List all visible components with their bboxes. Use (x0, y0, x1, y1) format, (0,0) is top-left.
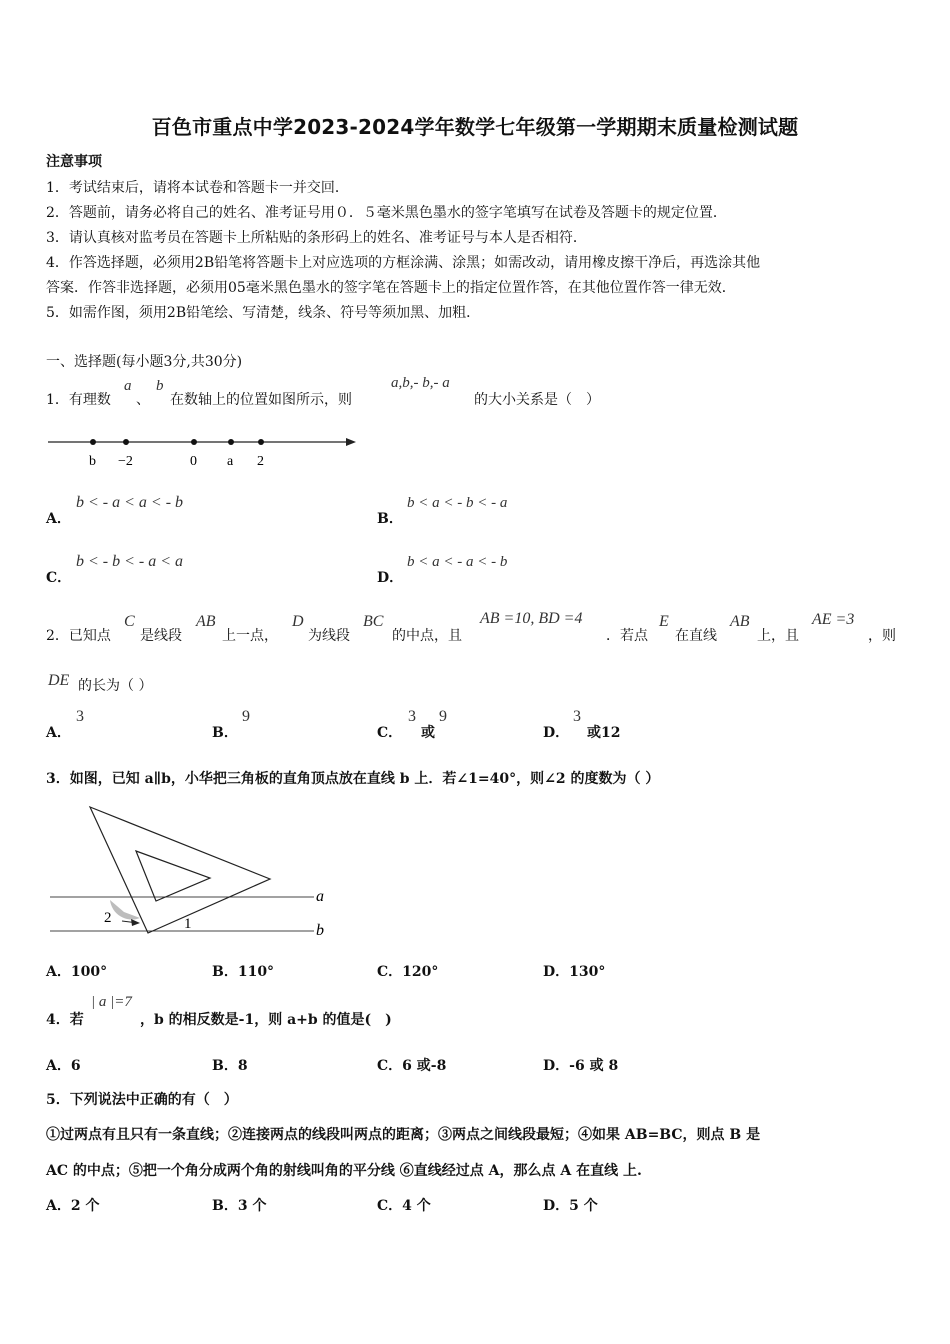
note-item: 答案．作答非选择题，必须用05毫米黑色墨水的签字笔在答题卡上的指定位置作答，在其他位置作答一律无效． (46, 280, 736, 296)
angle-2-arrowhead (131, 919, 140, 926)
q3-option-c[interactable]: C．120° (377, 964, 439, 980)
q2-option-b-letter[interactable]: B． (212, 725, 238, 741)
q3-option-b[interactable]: B．110° (212, 964, 275, 980)
q2-option-c-value-1: 3 (408, 708, 416, 725)
point-minus-2 (123, 439, 129, 445)
q1-option-b-letter[interactable]: B． (377, 511, 403, 527)
point-2 (258, 439, 264, 445)
q5-statements-line-1: ①过两点有且只有一条直线；②连接两点的线段叫两点的距离；③两点之间线段最短；④如果 AB=BC，则点 B 是 (46, 1127, 761, 1143)
q2-ae: AE =3 (812, 611, 855, 628)
q2-option-a-value: 3 (76, 708, 84, 725)
q4-option-d[interactable]: D．-6 或 8 (543, 1058, 619, 1074)
q1-option-d-expr: b < a < - a < - b (407, 554, 508, 570)
axis-label-minus-2: −2 (118, 454, 133, 469)
triangle-ruler-outer (90, 807, 270, 933)
q2-text-10: 的长为（ ） (78, 678, 153, 694)
q1-text-1: 1．有理数 (46, 392, 111, 408)
note-item: 5．如需作图，须用2B铅笔绘、写清楚，线条、符号等须加黑、加粗． (46, 305, 481, 321)
q2-text-1: 2．已知点 (46, 628, 111, 644)
number-line-arrow (346, 438, 356, 446)
q2-text-2: 是线段 (140, 628, 182, 644)
q2-var-e: E (659, 613, 669, 630)
axis-label-zero: 0 (190, 454, 197, 469)
q5-option-c[interactable]: C．4 个 (377, 1198, 431, 1214)
q1-var-b: b (156, 378, 164, 394)
q4-option-a[interactable]: A．6 (46, 1058, 81, 1074)
q2-text-3: 上一点， (222, 628, 278, 644)
q1-option-c-expr: b < - b < - a < a (76, 553, 184, 570)
q2-var-d: D (292, 613, 304, 630)
q4-text-2: ，b 的相反数是-1，则 a+b 的值是( ) (140, 1012, 392, 1028)
q1-text-4: 的大小关系是（ ） (474, 392, 600, 408)
label-angle-1: 1 (184, 916, 192, 932)
label-angle-2: 2 (104, 910, 112, 926)
q1-option-d-letter[interactable]: D． (377, 570, 404, 586)
q5-option-b[interactable]: B．3 个 (212, 1198, 267, 1214)
q1-option-c-letter[interactable]: C． (46, 570, 72, 586)
q5-text: 5．下列说法中正确的有（ ） (46, 1092, 238, 1108)
point-zero (191, 439, 197, 445)
q3-option-d[interactable]: D．130° (543, 964, 606, 980)
page-title: 百色市重点中学2023-2024学年数学七年级第一学期期末质量检测试题 (151, 115, 799, 139)
q2-text-8: 上，且 (757, 628, 799, 644)
q2-var-ab: AB (196, 613, 216, 630)
angle-2-shade (110, 900, 140, 920)
q2-option-c-value-2: 9 (439, 708, 447, 725)
q2-option-c-or: 或 (421, 725, 435, 741)
q2-condition: AB =10, BD =4 (480, 610, 583, 627)
q1-var-a: a (124, 378, 132, 394)
q3-option-a[interactable]: A．100° (46, 964, 108, 980)
q1-option-b-expr: b < a < - b < - a (407, 495, 508, 511)
q2-option-d-letter[interactable]: D． (543, 725, 570, 741)
q2-text-4: 为线段 (308, 628, 350, 644)
axis-label-b: b (89, 454, 96, 469)
point-a (228, 439, 234, 445)
q2-var-c: C (124, 613, 135, 630)
axis-label-a: a (227, 454, 234, 469)
label-a: a (316, 888, 324, 905)
q2-text-6: ．若点 (606, 628, 648, 644)
note-item: 2．答题前，请务必将自己的姓名、准考证号用０．５毫米黑色墨水的签字笔填写在试卷及答题卡的规定位置． (46, 205, 727, 221)
q2-text-7: 在直线 (675, 628, 717, 644)
axis-label-2: 2 (257, 454, 264, 469)
q2-text-5: 的中点，且 (392, 628, 462, 644)
q5-statements-line-2: AC 的中点；⑤把一个角分成两个角的射线叫角的平分线 ⑥直线经过点 A，那么点 A 在直线 上. (46, 1163, 642, 1179)
note-item: 4．作答选择题，必须用2B铅笔将答题卡上对应选项的方框涂满、涂黑；如需改动，请用橡皮擦干净后，再选涂其他 (46, 255, 761, 271)
q2-var-de: DE (48, 672, 70, 689)
notes-heading: 注意事项 (46, 154, 102, 170)
note-item: 3．请认真核对监考员在答题卡上所粘贴的条形码上的姓名、准考证号与本人是否相符． (46, 230, 587, 246)
q4-expression: | a |=7 (91, 994, 132, 1010)
q2-var-ab-2: AB (730, 613, 750, 630)
q2-option-a-letter[interactable]: A． (46, 725, 71, 741)
q2-option-d-value: 3 (573, 708, 581, 725)
q4-option-b[interactable]: B．8 (212, 1058, 248, 1074)
q1-option-a-expr: b < - a < a < - b (76, 494, 184, 511)
q2-var-bc: BC (363, 613, 384, 630)
q5-option-d[interactable]: D．5 个 (543, 1198, 598, 1214)
note-item: 1．考试结束后，请将本试卷和答题卡一并交回． (46, 180, 349, 196)
q5-option-a[interactable]: A．2 个 (46, 1198, 100, 1214)
q4-option-c[interactable]: C．6 或-8 (377, 1058, 447, 1074)
q2-option-c-letter[interactable]: C． (377, 725, 403, 741)
triangle-figure (44, 800, 344, 940)
point-b (90, 439, 96, 445)
q1-text-3: 在数轴上的位置如图所示，则 (170, 392, 352, 408)
q1-expression: a,b,- b,- a (391, 375, 450, 391)
q1-option-a-letter[interactable]: A． (46, 511, 71, 527)
q4-text-1: 4．若 (46, 1012, 84, 1028)
q2-option-d-or: 或12 (587, 725, 621, 741)
triangle-ruler-inner (136, 851, 210, 901)
q1-text-2: 、 (136, 392, 150, 408)
section-heading: 一、选择题(每小题3分,共30分) (46, 354, 243, 370)
label-b: b (316, 922, 324, 939)
number-line-figure (44, 430, 364, 474)
q2-text-9: ，则 (868, 628, 896, 644)
q2-option-b-value: 9 (242, 708, 250, 725)
q3-text: 3．如图，已知 a∥b，小华把三角板的直角顶点放在直线 b 上．若∠1=40°，则∠2 的度数为（ ） (46, 771, 660, 787)
